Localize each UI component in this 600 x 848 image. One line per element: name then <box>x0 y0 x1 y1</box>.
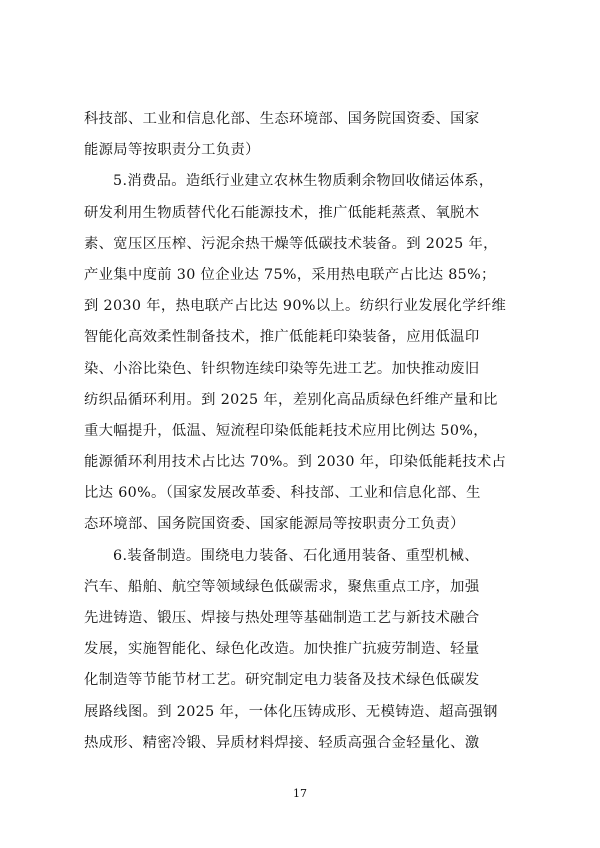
text-line: 态环境部、国务院国资委、国家能源局等按职责分工负责） <box>84 516 465 533</box>
text-line: 染、小浴比染色、针织物连续印染等先进工艺。加快推动废旧 <box>84 360 480 377</box>
text-line: 科技部、工业和信息化部、生态环境部、国务院国资委、国家 <box>84 111 480 127</box>
text-line: 展路线图。到 2025 年，一体化压铸成形、无模铸造、超高强钢 <box>84 703 498 720</box>
text-line: 产业集中度前 30 位企业达 75%，采用热电联产占比达 85%； <box>84 266 496 283</box>
text-line: 先进铸造、锻压、焊接与热处理等基础制造工艺与新技术融合 <box>84 610 480 626</box>
text-line: 比达 60%。（国家发展改革委、科技部、工业和信息化部、生 <box>84 485 481 502</box>
text-line: 重大幅提升，低温、短流程印染低能耗技术应用比例达 50%， <box>84 422 488 439</box>
text-line: 能源循环利用技术占比达 70%。到 2030 年，印染低能耗技术占 <box>84 454 507 471</box>
body-text <box>84 104 520 759</box>
page-number: 17 <box>293 787 307 800</box>
text-line: 能源局等按职责分工负责） <box>84 142 260 159</box>
text-line: 热成形、精密冷锻、异质材料焊接、轻质高强合金轻量化、激 <box>84 734 480 751</box>
text-line: 研发利用生物质替代化石能源技术，推广低能耗蒸煮、氧脱木 <box>84 204 480 221</box>
paragraph-heading-line: 5.消费品。造纸行业建立农林生物质剩余物回收储运体系， <box>113 173 494 190</box>
paragraph-heading-line: 6.装备制造。围绕电力装备、石化通用装备、重型机械、 <box>113 547 479 564</box>
text-line: 发展，实施智能化、绿色化改造。加快推广抗疲劳制造、轻量 <box>84 641 480 658</box>
text-line: 化制造等节能节材工艺。研究制定电力装备及技术绿色低碳发 <box>84 672 480 689</box>
text-line: 汽车、船舶、航空等领域绿色低碳需求，聚焦重点工序，加强 <box>84 578 480 595</box>
text-line: 到 2030 年，热电联产占比达 90%以上。纺织行业发展化学纤维 <box>84 298 507 315</box>
text-line: 智能化高效柔性制备技术，推广低能耗印染装备，应用低温印 <box>84 329 480 346</box>
text-line: 素、宽压区压榨、污泥余热干燥等低碳技术装备。到 2025 年， <box>84 235 498 252</box>
text-line: 纺织品循环利用。到 2025 年，差别化高品质绿色纤维产量和比 <box>84 391 498 408</box>
